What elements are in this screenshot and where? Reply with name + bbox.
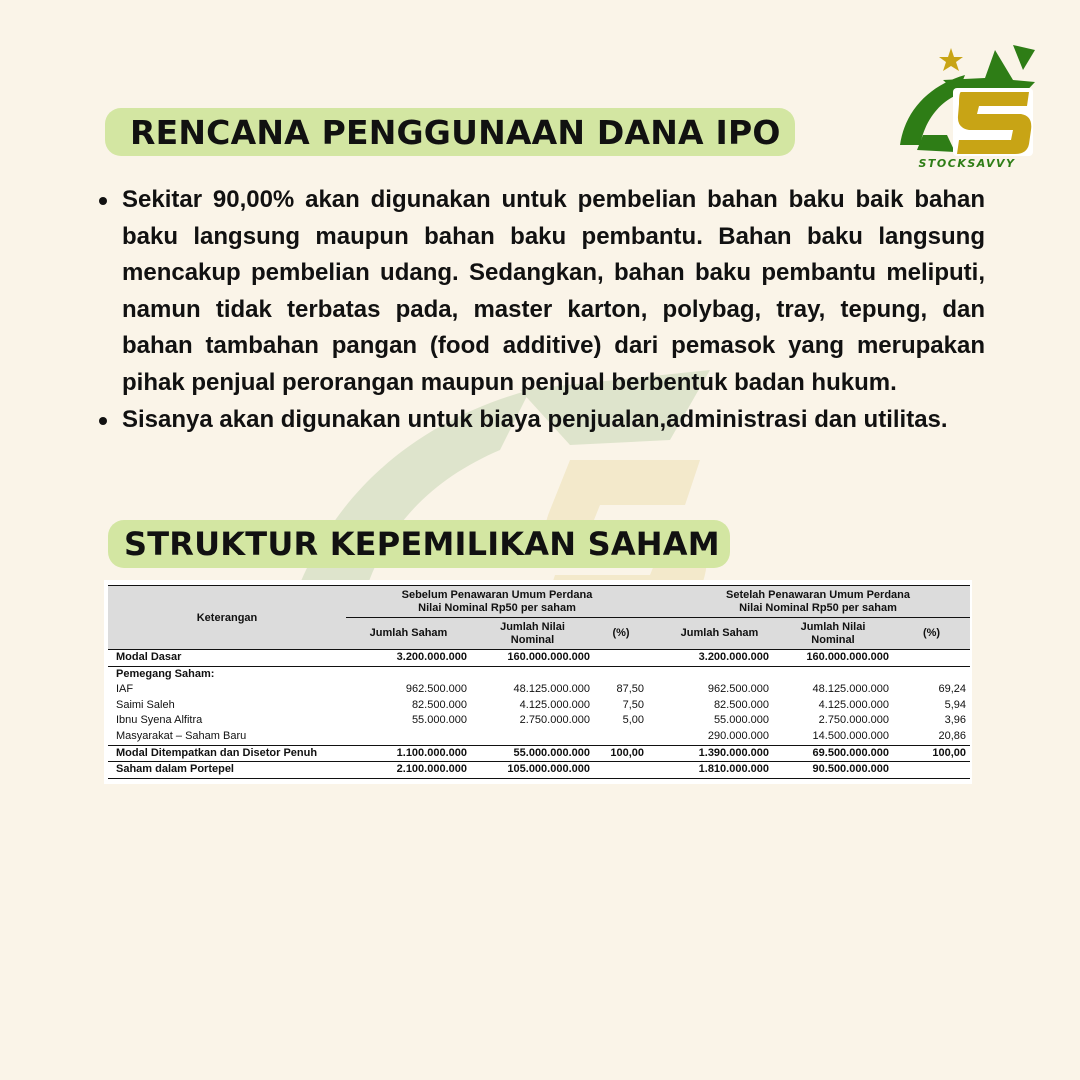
row-label: Pemegang Saham:	[116, 667, 215, 680]
table-row-pemegang	[108, 666, 970, 682]
cell-before-saham: 3.200.000.000	[346, 650, 471, 667]
cell-after-saham: 1.390.000.000	[666, 745, 773, 762]
cell-after-saham: 1.810.000.000	[666, 762, 773, 779]
row-label: Saham dalam Portepel	[108, 762, 346, 779]
cell-after-saham: 290.000.000	[666, 729, 773, 745]
cell-before-nilai: 160.000.000.000	[471, 650, 594, 667]
bullet-item: Sekitar 90,00% akan digunakan untuk pembelian bahan baku baik bahan baku langsung maupun bahan baku pembantu. Bahan baku langsung mencakup pembelian udang. Sedangkan, bahan baku pembantu meliputi, namun tidak terbatas pada, master karton, polybag, tray, tepung, dan bahan tambahan pangan (food additive) dari pemasok yang merupakan pihak penjual perorangan maupun penjual berbentuk badan hukum.	[95, 182, 985, 402]
cell-before-saham: 55.000.000	[411, 714, 467, 727]
row-label: Modal Dasar	[108, 650, 346, 667]
section-title-rencana	[105, 108, 795, 156]
cell-before-pct: 87,50	[616, 683, 644, 696]
table-row-modal-ditempatkan	[108, 745, 970, 762]
cell-after-nilai: 160.000.000.000	[773, 650, 893, 667]
section-title-struktur	[108, 520, 730, 568]
section-title-struktur-text: STRUKTUR KEPEMILIKAN SAHAM	[124, 525, 720, 563]
stocksavvy-logo-icon	[895, 40, 1040, 175]
header-pct-after: (%)	[893, 618, 970, 650]
cell-before-nilai: 105.000.000.000	[471, 762, 594, 779]
cell-before-nilai: 55.000.000.000	[471, 745, 594, 762]
row-label: Saimi Saleh	[116, 698, 175, 711]
header-keterangan: Keterangan	[108, 586, 346, 650]
cell-before-saham: 82.500.000	[411, 698, 467, 711]
cell-before-pct	[594, 650, 648, 667]
cell-before-pct	[594, 729, 648, 745]
header-group-after-line2: Nilai Nominal Rp50 per saham	[739, 602, 897, 614]
cell-after-pct: 5,94	[944, 698, 966, 711]
header-jumlah-nilai-line1: Jumlah Nilai	[500, 620, 565, 633]
cell-after-pct	[893, 762, 970, 779]
logo-wordmark: STOCKSAVVY	[918, 157, 1016, 170]
table-row-ibnu	[108, 713, 970, 729]
table-row-saimi	[108, 698, 970, 714]
cell-after-nilai: 90.500.000.000	[773, 762, 893, 779]
cell-after-nilai: 48.125.000.000	[812, 683, 889, 696]
cell-after-saham: 55.000.000	[713, 714, 769, 727]
ownership-table	[108, 585, 970, 779]
header-jumlah-nilai-before	[471, 618, 594, 650]
cell-before-pct: 7,50	[622, 698, 644, 711]
cell-after-pct: 20,86	[893, 729, 970, 745]
cell-before-nilai	[471, 729, 594, 745]
cell-after-nilai: 69.500.000.000	[773, 745, 893, 762]
cell-before-pct: 100,00	[594, 745, 648, 762]
cell-after-pct: 69,24	[938, 683, 966, 696]
cell-after-saham: 3.200.000.000	[666, 650, 773, 667]
cell-before-nilai: 48.125.000.000	[513, 683, 590, 696]
header-jumlah-saham-after: Jumlah Saham	[666, 618, 773, 650]
header-jumlah-nilai-line1: Jumlah Nilai	[800, 620, 866, 633]
header-jumlah-nilai-line2: Nominal	[510, 633, 555, 646]
table-row-iaf	[108, 682, 970, 698]
row-label: Masyarakat – Saham Baru	[116, 729, 247, 742]
table-row-modal-dasar	[108, 650, 970, 667]
ownership-table-card	[104, 580, 972, 784]
table-row-masyarakat	[108, 729, 970, 745]
row-label: IAF	[116, 683, 134, 696]
row-label: Modal Ditempatkan dan Disetor Penuh	[108, 745, 346, 762]
header-group-before-line2: Nilai Nominal Rp50 per saham	[418, 602, 576, 614]
cell-after-nilai: 2.750.000.000	[818, 714, 889, 727]
cell-before-saham: 1.100.000.000	[346, 745, 471, 762]
cell-before-nilai: 4.125.000.000	[519, 698, 590, 711]
bullet-item: Sisanya akan digunakan untuk biaya penjualan,administrasi dan utilitas.	[95, 402, 985, 439]
table-row-portepel	[108, 762, 970, 779]
header-jumlah-saham-before: Jumlah Saham	[346, 618, 471, 650]
cell-before-saham: 2.100.000.000	[346, 762, 471, 779]
header-jumlah-nilai-line2: Nominal	[811, 633, 855, 646]
cell-before-pct	[594, 762, 648, 779]
cell-after-saham: 82.500.000	[713, 698, 769, 711]
header-group-after-line1: Setelah Penawaran Umum Perdana	[725, 589, 910, 601]
cell-after-saham: 962.500.000	[707, 683, 769, 696]
cell-after-pct: 3,96	[944, 714, 966, 727]
cell-after-pct	[893, 650, 970, 667]
header-group-before-line1: Sebelum Penawaran Umum Perdana	[401, 589, 593, 601]
cell-before-saham	[346, 729, 471, 745]
cell-after-nilai: 4.125.000.000	[818, 698, 889, 711]
section-title-rencana-text: RENCANA PENGGUNAAN DANA IPO	[130, 112, 781, 152]
cell-after-nilai: 14.500.000.000	[773, 729, 893, 745]
row-label: Ibnu Syena Alfitra	[116, 714, 203, 727]
cell-before-pct: 5,00	[622, 714, 644, 727]
header-group-after	[666, 586, 970, 618]
cell-before-nilai: 2.750.000.000	[519, 714, 590, 727]
cell-after-pct: 100,00	[893, 745, 970, 762]
header-group-before	[346, 586, 648, 618]
header-pct-before: (%)	[594, 618, 648, 650]
cell-before-saham: 962.500.000	[405, 683, 467, 696]
bullet-list	[95, 182, 985, 438]
header-jumlah-nilai-after	[773, 618, 893, 650]
